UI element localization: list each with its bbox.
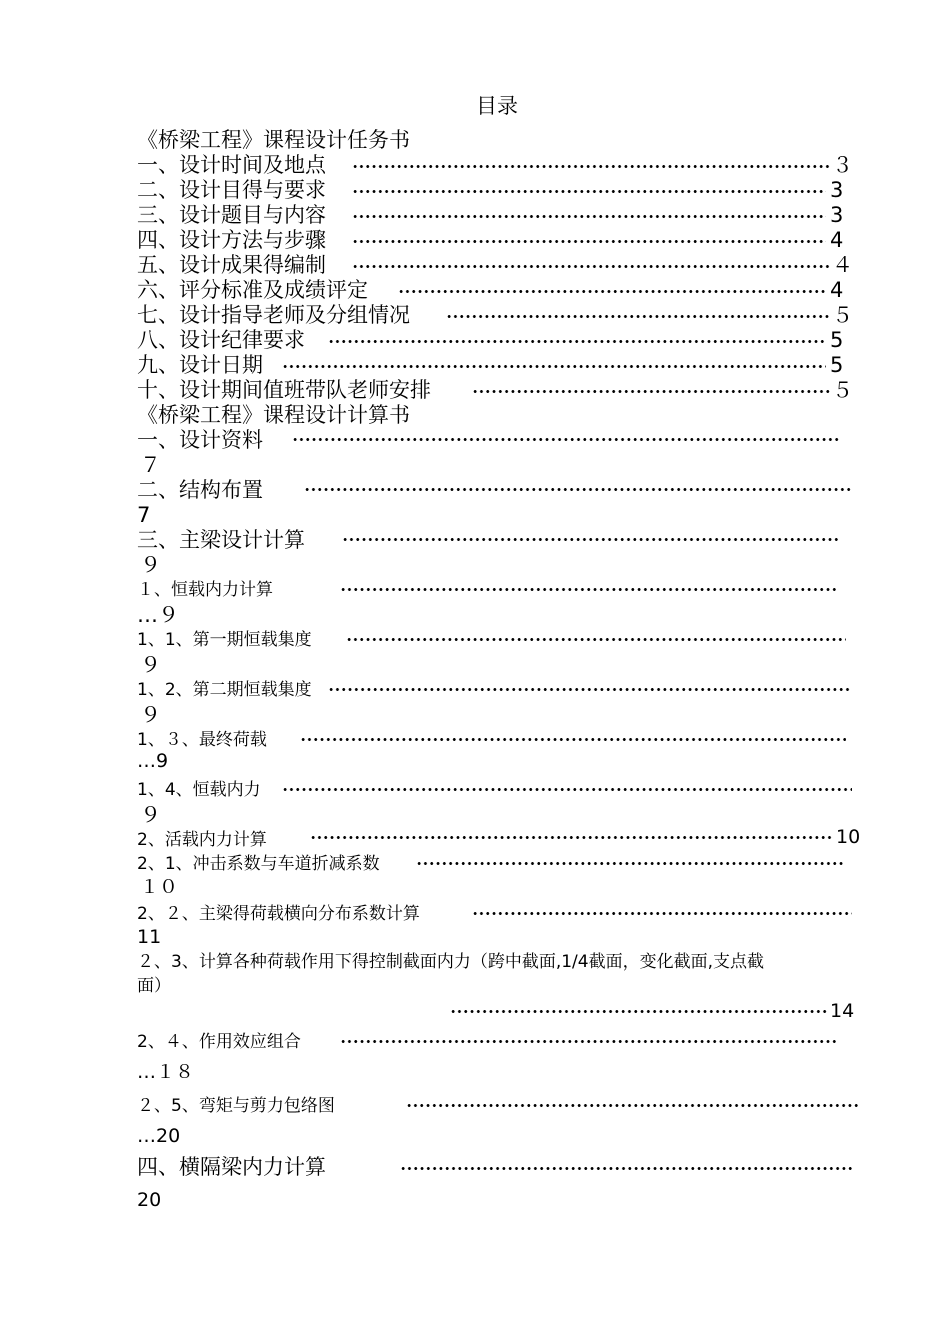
toc-leader-dots [472, 912, 852, 915]
toc-entry-label: 一、设计资料 [137, 428, 263, 452]
toc-entry-page: …20 [137, 1125, 181, 1147]
toc-leader-dots [328, 340, 826, 343]
toc-entry-page: ９ [140, 703, 161, 727]
toc-entry-label: ２、5、弯矩与剪力包络图 [137, 1096, 335, 1116]
section-heading-task: 《桥梁工程》课程设计任务书 [137, 128, 410, 152]
toc-leader-dots [352, 215, 826, 218]
toc-entry-page: ９ [140, 803, 161, 827]
toc-entry-label: 八、设计纪律要求 [137, 328, 305, 352]
toc-entry-page: 3 [830, 178, 844, 202]
toc-entry-page: 5 [830, 353, 844, 377]
toc-entry-page: 11 [137, 926, 162, 948]
toc-entry-label-continuation: 面） [137, 976, 171, 996]
toc-leader-dots [352, 190, 826, 193]
toc-entry-page: ５ [832, 378, 853, 402]
toc-entry-label: 二、结构布置 [137, 478, 263, 502]
page-title: 目录 [476, 94, 518, 118]
toc-entry-page: 14 [830, 1000, 855, 1022]
toc-entry-page: ５ [832, 303, 853, 327]
toc-entry-page: ７ [140, 453, 161, 477]
toc-entry-page: 4 [830, 278, 844, 302]
toc-entry-label: 五、设计成果得编制 [137, 253, 326, 277]
toc-entry-label: 三、主梁设计计算 [137, 528, 305, 552]
toc-entry-label: 七、设计指导老师及分组情况 [137, 303, 410, 327]
toc-entry-label: 四、横隔梁内力计算 [137, 1155, 326, 1179]
toc-entry-label: 十、设计期间值班带队老师安排 [137, 378, 431, 402]
toc-entry-page: …９ [137, 603, 179, 627]
toc-entry-label: 一、设计时间及地点 [137, 153, 326, 177]
toc-entry-label: 六、评分标准及成绩评定 [137, 278, 368, 302]
toc-entry-label: 三、设计题目与内容 [137, 203, 326, 227]
toc-entry-label: 九、设计日期 [137, 353, 263, 377]
toc-leader-dots [400, 1167, 854, 1170]
toc-entry-page: 4 [830, 228, 844, 252]
toc-entry-page: １０ [140, 876, 179, 898]
toc-leader-dots [352, 265, 830, 268]
toc-entry-label: 2、1、冲击系数与车道折减系数 [137, 854, 380, 874]
toc-entry-page: 20 [137, 1189, 162, 1211]
toc-leader-dots [450, 1010, 828, 1013]
toc-leader-dots [342, 538, 840, 541]
toc-entry-label: 2、活载内力计算 [137, 830, 267, 850]
toc-entry-page: 7 [137, 503, 151, 527]
toc-entry-label: 2、２、主梁得荷载横向分布系数计算 [137, 904, 420, 924]
toc-entry-page: …１８ [137, 1061, 195, 1083]
section-heading-calc: 《桥梁工程》课程设计计算书 [137, 403, 410, 427]
toc-entry-label: 1、1、第一期恒载集度 [137, 630, 312, 650]
toc-entry-label: 二、设计目得与要求 [137, 178, 326, 202]
toc-leader-dots [352, 240, 826, 243]
toc-leader-dots [340, 1040, 838, 1043]
toc-entry-page: ９ [140, 653, 161, 677]
toc-entry-label: 1、2、第二期恒载集度 [137, 680, 312, 700]
toc-entry-label: 1、4、恒载内力 [137, 780, 261, 800]
toc-entry-page: 5 [830, 328, 844, 352]
toc-leader-dots [282, 788, 852, 791]
toc-entry-label: 2、４、作用效应组合 [137, 1032, 301, 1052]
toc-entry-label: ２、3、计算各种荷载作用下得控制截面内力（跨中截面,1/4截面，变化截面,支点截 [137, 952, 764, 972]
toc-leader-dots [472, 390, 830, 393]
toc-leader-dots [398, 290, 826, 293]
toc-entry-label: 四、设计方法与步骤 [137, 228, 326, 252]
toc-leader-dots [446, 315, 830, 318]
toc-entry-label: 1、３、最终荷载 [137, 730, 267, 750]
toc-leader-dots [340, 588, 838, 591]
toc-leader-dots [310, 836, 834, 839]
toc-entry-label: １、恒载内力计算 [137, 580, 273, 600]
toc-leader-dots [416, 862, 844, 865]
toc-leader-dots [300, 738, 846, 741]
toc-entry-page: 3 [830, 203, 844, 227]
toc-entry-page: 10 [836, 826, 861, 848]
toc-entry-page: ４ [832, 253, 853, 277]
toc-leader-dots [352, 165, 830, 168]
toc-leader-dots [282, 365, 826, 368]
toc-entry-page: ３ [832, 153, 853, 177]
toc-leader-dots [346, 638, 846, 641]
toc-leader-dots [406, 1104, 858, 1107]
toc-entry-page: …9 [137, 750, 169, 772]
toc-leader-dots [304, 488, 852, 491]
toc-entry-page: ９ [140, 553, 161, 577]
toc-leader-dots [292, 438, 840, 441]
toc-leader-dots [328, 688, 852, 691]
